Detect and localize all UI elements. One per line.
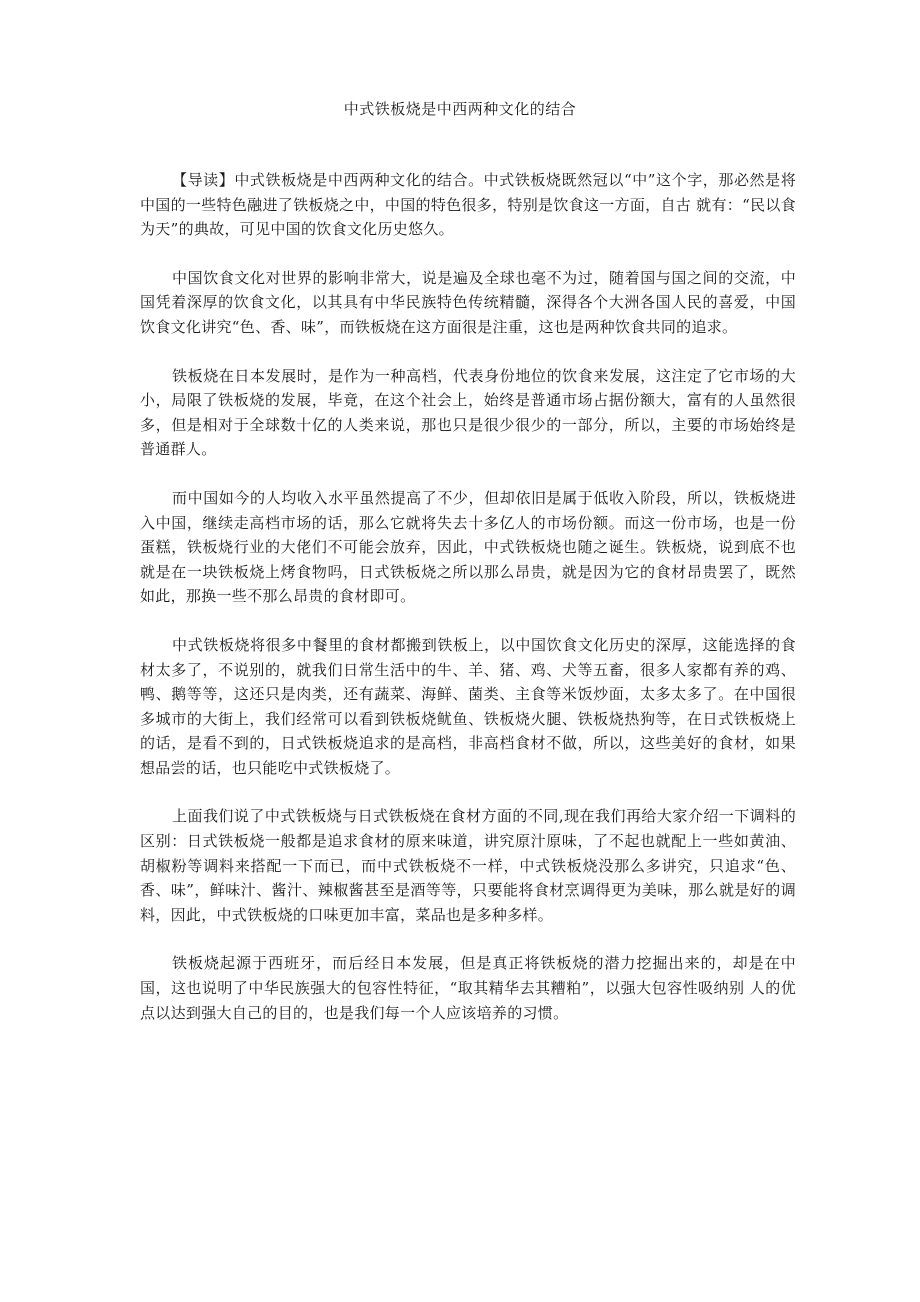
page-title: 中式铁板烧是中西两种文化的结合 (343, 100, 577, 118)
paragraph: 而中国如今的人均收入水平虽然提高了不少，但却依旧是属于低收入阶段，所以，铁板烧进入中国，继续走高档市场的话，那么它就将失去十多亿人的市场份额。而这一份市场，也是一份蛋糕，铁板烧行业的大佬们不可能会放弃，因此，中式铁板烧也随之诞生。铁板烧，说到底不也就是在一块铁板烧上烤食物吗，日式铁板烧之所以那么昂贵，就是因为它的食材昂贵罢了，既然如此，那换一些不那么昂贵的食材即可。 (140, 488, 796, 606)
paragraph-intro: 【导读】中式铁板烧是中西两种文化的结合。中式铁板烧既然冠以“中”这个字，那必然是将中国的一些特色融进了铁板烧之中，中国的特色很多，特别是饮食这一方面，自古 就有：“民以食为天”的典故，可见中国的饮食文化历史悠久。 (140, 171, 796, 239)
paragraph: 中式铁板烧将很多中餐里的食材都搬到铁板上，以中国饮食文化历史的深厚，这能选择的食材太多了，不说别的，就我们日常生活中的牛、羊、猪、鸡、犬等五畜，很多人家都有养的鸡、鸭、鹅等等，这还只是肉类，还有蔬菜、海鲜、菌类、主食等米饭炒面，太多太多了。在中国很多城市的大街上，我们经常可以看到铁板烧鱿鱼、铁板烧火腿、铁板烧热狗等，在日式铁板烧上的话，是看不到的，日式铁板烧追求的是高档，非高档食材不做，所以，这些美好的食材，如果想品尝的话，也只能吃中式铁板烧了。 (140, 635, 796, 777)
paragraph: 铁板烧起源于西班牙，而后经日本发展，但是真正将铁板烧的潜力挖掘出来的，却是在中国，这也说明了中华民族强大的包容性特征，“取其精华去其糟粕”，以强大包容性吸纳别 人的优点以达到强大自己的目的，也是我们每一个人应该培养的习惯。 (140, 954, 796, 1022)
paragraph: 上面我们说了中式铁板烧与日式铁板烧在食材方面的不同,现在我们再给大家介绍一下调料的区别：日式铁板烧一般都是追求食材的原来味道，讲究原汁原味，了不起也就配上一些如黄油、胡椒粉等调料来搭配一下而已，而中式铁板烧不一样，中式铁板烧没那么多讲究，只追求“色、香、味”，鲜味汁、酱汁、辣椒酱甚至是酒等等，只要能将食材烹调得更为美味，那么就是好的调料，因此，中式铁板烧的口味更加丰富，菜品也是多种多样。 (140, 807, 796, 924)
paragraph: 中国饮食文化对世界的影响非常大，说是遍及全球也毫不为过，随着国与国之间的交流，中国凭着深厚的饮食文化，以其具有中华民族特色传统精髓，深得各个大洲各国人民的喜爱，中国饮食文化讲究“色、香、味”，而铁板烧在这方面很是注重，这也是两种饮食共同的追求。 (140, 268, 796, 336)
article-body (140, 168, 796, 1049)
paragraph: 铁板烧在日本发展时，是作为一种高档，代表身份地位的饮食来发展，这注定了它市场的大小，局限了铁板烧的发展，毕竟，在这个社会上，始终是普通市场占据份额大，富有的人虽然很多，但是相对于全球数十亿的人类来说，那也只是很少很少的一部分，所以，主要的市场始终是普通群人。 (140, 366, 796, 459)
